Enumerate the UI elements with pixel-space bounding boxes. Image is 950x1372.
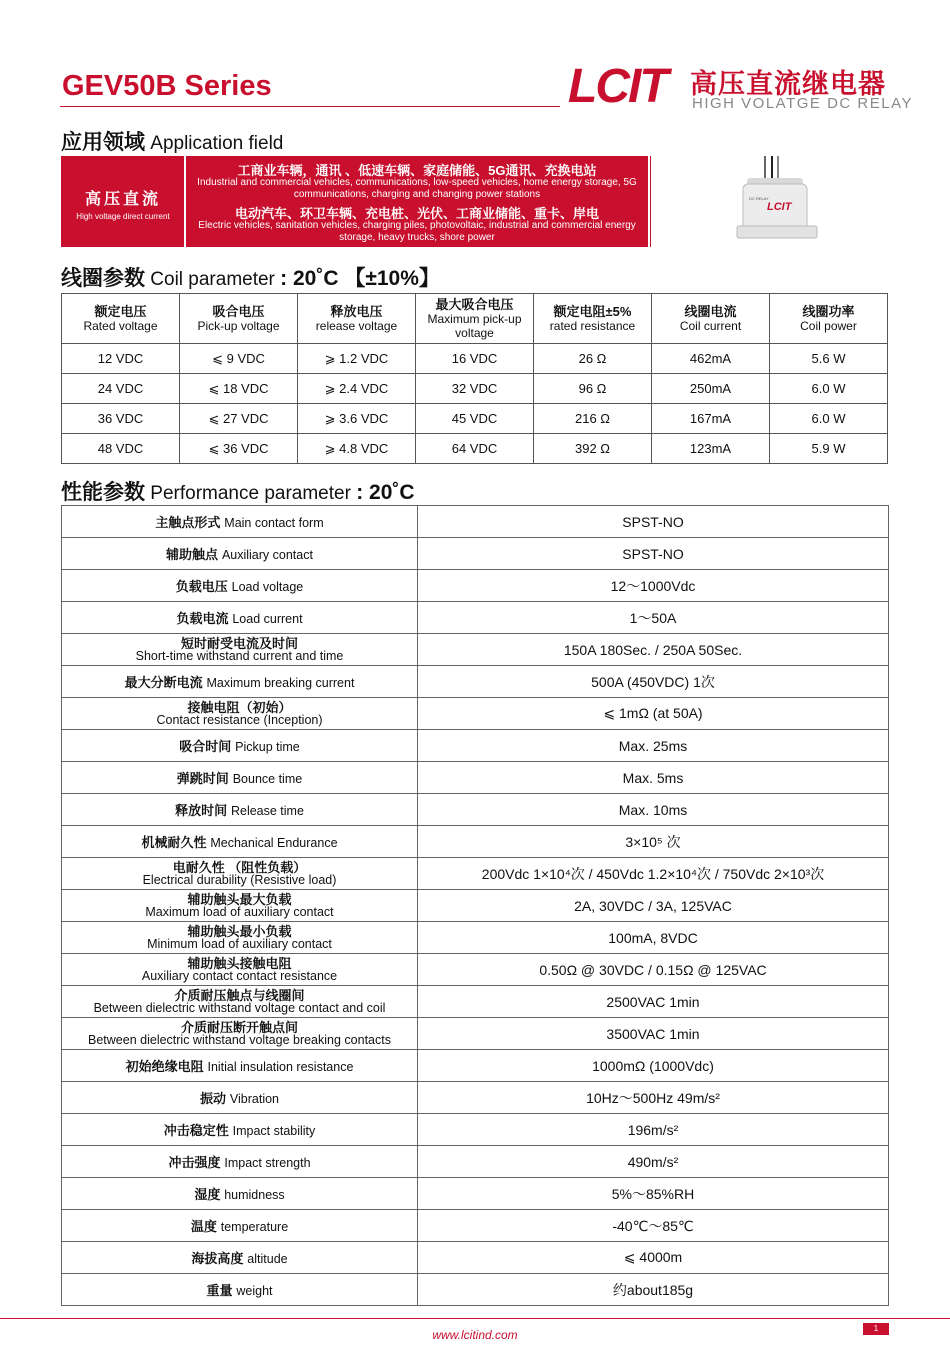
performance-label: [62, 1018, 418, 1050]
performance-row: [62, 1242, 889, 1274]
performance-value: 150A 180Sec. / 250A 50Sec.: [418, 634, 889, 666]
performance-value: 2500VAC 1min: [418, 986, 889, 1018]
performance-label-cn: 辅助触头最小负载: [187, 923, 292, 939]
performance-heading-en: Performance parameter: [150, 483, 351, 504]
performance-label-en: Auxiliary contact contact resistance: [141, 968, 338, 983]
performance-label-en: Maximum breaking current: [206, 676, 355, 690]
coil-cell: 26 Ω: [534, 344, 652, 374]
performance-label-en: Pickup time: [235, 740, 300, 754]
coil-cell: 32 VDC: [416, 374, 534, 404]
performance-label: [62, 954, 418, 986]
application-heading: [61, 126, 283, 156]
performance-label-cn: 吸合时间: [179, 739, 232, 754]
coil-header-row: [62, 294, 888, 344]
performance-label-cn: 介质耐压触点与线圈间: [174, 987, 305, 1003]
performance-label-en: Vibration: [229, 1092, 279, 1106]
performance-label-en: Impact strength: [224, 1156, 311, 1170]
performance-label-en: Electrical durability (Resistive load): [142, 872, 337, 887]
performance-label: [62, 538, 418, 570]
coil-cell: 6.0 W: [770, 404, 888, 434]
performance-label: [62, 570, 418, 602]
coil-cell: 5.6 W: [770, 344, 888, 374]
performance-value: 10Hz～500Hz 49m/s²: [418, 1082, 889, 1114]
brand-logo: [566, 60, 686, 108]
performance-label: [62, 826, 418, 858]
application-line2-en: Electric vehicles, sanitation vehicles, charging piles, photovoltaic, industrial and commercial energy storage, heavy trucks, shore power: [198, 220, 636, 243]
coil-cell: ⩽ 27 VDC: [180, 404, 298, 434]
performance-label: [62, 506, 418, 538]
coil-cell: 462mA: [652, 344, 770, 374]
performance-label-cn: 冲击强度: [168, 1155, 221, 1170]
performance-label: [62, 762, 418, 794]
performance-row: [62, 794, 889, 826]
coil-cell: ⩾ 2.4 VDC: [298, 374, 416, 404]
performance-value: 490m/s²: [418, 1146, 889, 1178]
performance-label: [62, 1114, 418, 1146]
coil-cell: ⩽ 18 VDC: [180, 374, 298, 404]
coil-row: [62, 404, 888, 434]
performance-row: [62, 762, 889, 794]
performance-value: 约about185g: [418, 1274, 889, 1306]
performance-value: 500A (450VDC) 1次: [418, 666, 889, 698]
coil-row: [62, 374, 888, 404]
performance-label: [62, 1210, 418, 1242]
performance-label-cn: 重量: [206, 1283, 233, 1298]
application-category-cn: 高压直流: [84, 191, 161, 208]
performance-value: 1～50A: [418, 602, 889, 634]
performance-label: [62, 1050, 418, 1082]
application-band: [61, 156, 888, 247]
performance-label-en: Mechanical Endurance: [210, 836, 338, 850]
performance-label: [62, 890, 418, 922]
performance-label-cn: 冲击稳定性: [163, 1123, 229, 1138]
performance-value: Max. 5ms: [418, 762, 889, 794]
coil-heading-condition: : 20˚C 【±10%】: [280, 267, 440, 290]
brand-logo-text: LCIT: [568, 60, 667, 108]
performance-row: [62, 538, 889, 570]
application-line1-cn: 工商业车辆，通讯 、低速车辆、家庭储能、5G通讯、充换电站: [237, 163, 597, 178]
coil-table: [61, 293, 888, 464]
performance-label-cn: 负载电压: [175, 579, 228, 594]
performance-label: [62, 986, 418, 1018]
coil-col-header: 线圈电流 Coil current: [652, 294, 770, 344]
performance-row: [62, 1114, 889, 1146]
performance-label: [62, 922, 418, 954]
coil-cell: 123mA: [652, 434, 770, 464]
performance-label-en: Maximum load of auxiliary contact: [145, 904, 334, 919]
performance-label-cn: 温度: [190, 1219, 217, 1234]
performance-table: [61, 505, 889, 1306]
performance-label-cn: 负载电流: [176, 611, 229, 626]
performance-label-en: Impact stability: [232, 1124, 316, 1138]
application-category-en: High voltage direct current: [76, 212, 170, 221]
coil-cell: ⩾ 4.8 VDC: [298, 434, 416, 464]
coil-cell: 5.9 W: [770, 434, 888, 464]
performance-label: [62, 1082, 418, 1114]
performance-label-cn: 介质耐压断开触点间: [180, 1019, 298, 1035]
performance-heading-condition: : 20˚C: [356, 481, 415, 504]
performance-value: Max. 25ms: [418, 730, 889, 762]
footer-rule: [0, 1318, 950, 1319]
coil-col-header: 最大吸合电压 Maximum pick-up voltage: [416, 294, 534, 344]
coil-col-header: 额定电阻±5% rated resistance: [534, 294, 652, 344]
performance-heading-cn: 性能参数: [61, 481, 145, 504]
performance-value: 200Vdc 1×10⁴次 / 450Vdc 1.2×10⁴次 / 750Vdc 2×10³次: [418, 858, 889, 890]
performance-value: 100mA, 8VDC: [418, 922, 889, 954]
performance-label-en: Between dielectric withstand voltage contact and coil: [93, 1000, 386, 1015]
coil-col-header: 释放电压 release voltage: [298, 294, 416, 344]
performance-row: [62, 570, 889, 602]
coil-col-header: 额定电压 Rated voltage: [62, 294, 180, 344]
coil-heading-cn: 线圈参数: [61, 267, 145, 290]
performance-label-en: weight: [236, 1284, 273, 1298]
coil-row: [62, 434, 888, 464]
performance-row: [62, 858, 889, 890]
coil-cell: 48 VDC: [62, 434, 180, 464]
performance-label-cn: 初始绝缘电阻: [125, 1059, 204, 1074]
performance-row: [62, 1082, 889, 1114]
application-divider: [648, 156, 650, 247]
performance-label-en: Load current: [232, 612, 303, 626]
performance-value: ⩽ 1mΩ (at 50A): [418, 698, 889, 730]
relay-product-image: [651, 156, 888, 247]
performance-row: [62, 1050, 889, 1082]
performance-value: 1000mΩ (1000Vdc): [418, 1050, 889, 1082]
performance-value: 2A, 30VDC / 3A, 125VAC: [418, 890, 889, 922]
coil-cell: 12 VDC: [62, 344, 180, 374]
footer-url: www.lcitind.com: [432, 1328, 518, 1342]
coil-heading-en: Coil parameter: [150, 269, 275, 290]
svg-text:LCIT: LCIT: [767, 201, 792, 213]
performance-value: 12～1000Vdc: [418, 570, 889, 602]
performance-label: [62, 634, 418, 666]
performance-label-en: Bounce time: [232, 772, 303, 786]
performance-value: Max. 10ms: [418, 794, 889, 826]
application-line1-en: Industrial and commercial vehicles, communications, low-speed vehicles, home energy storage, 5G communications, charging and changing power stations: [197, 177, 637, 200]
performance-label-en: altitude: [247, 1252, 288, 1266]
performance-label-cn: 释放时间: [175, 803, 228, 818]
performance-label: [62, 666, 418, 698]
coil-cell: 45 VDC: [416, 404, 534, 434]
coil-cell: 6.0 W: [770, 374, 888, 404]
performance-label-cn: 海拔高度: [191, 1251, 244, 1266]
performance-row: [62, 698, 889, 730]
coil-cell: 24 VDC: [62, 374, 180, 404]
performance-label: [62, 1274, 418, 1306]
coil-cell: 250mA: [652, 374, 770, 404]
coil-cell: ⩽ 36 VDC: [180, 434, 298, 464]
header-rule: [60, 106, 560, 107]
performance-label-en: Initial insulation resistance: [207, 1060, 354, 1074]
performance-label-cn: 辅助触头接触电阻: [187, 955, 292, 971]
performance-label-en: Minimum load of auxiliary contact: [147, 936, 332, 951]
coil-cell: 64 VDC: [416, 434, 534, 464]
performance-row: [62, 890, 889, 922]
coil-cell: ⩾ 3.6 VDC: [298, 404, 416, 434]
performance-row: [62, 954, 889, 986]
performance-label-en: Between dielectric withstand voltage breaking contacts: [88, 1032, 391, 1047]
coil-cell: 96 Ω: [534, 374, 652, 404]
performance-label: [62, 794, 418, 826]
performance-label-cn: 振动: [199, 1091, 226, 1106]
performance-label: [62, 1178, 418, 1210]
performance-label-cn: 主触点形式: [155, 515, 221, 530]
coil-cell: ⩽ 9 VDC: [180, 344, 298, 374]
performance-label-cn: 湿度: [194, 1187, 221, 1202]
performance-value: SPST-NO: [418, 538, 889, 570]
application-line2-cn: 电动汽车、环卫车辆、充电桩、光伏、工商业储能、重卡、岸电: [234, 206, 599, 221]
performance-value: -40℃～85℃: [418, 1210, 889, 1242]
performance-row: [62, 1274, 889, 1306]
application-heading-en: Application field: [150, 133, 284, 154]
coil-col-header: 线圈功率 Coil power: [770, 294, 888, 344]
performance-label-cn: 机械耐久性: [141, 835, 207, 850]
performance-label-en: Main contact form: [224, 516, 324, 530]
application-heading-cn: 应用领域: [61, 131, 145, 154]
performance-label-en: Short-time withstand current and time: [135, 648, 344, 663]
coil-cell: 216 Ω: [534, 404, 652, 434]
coil-cell: 167mA: [652, 404, 770, 434]
performance-row: [62, 1210, 889, 1242]
performance-value: 196m/s²: [418, 1114, 889, 1146]
performance-label-en: humidness: [224, 1188, 285, 1202]
svg-text:DC RELAY: DC RELAY: [749, 196, 769, 201]
performance-row: [62, 1146, 889, 1178]
page-number: 1: [863, 1323, 889, 1335]
performance-row: [62, 634, 889, 666]
brand-name-cn: 高压直流继电器: [690, 69, 886, 99]
performance-label: [62, 858, 418, 890]
performance-label: [62, 1146, 418, 1178]
performance-value: 0.50Ω @ 30VDC / 0.15Ω @ 125VAC: [418, 954, 889, 986]
performance-label-cn: 电耐久性 （阻性负载）: [172, 859, 307, 875]
performance-value: ⩽ 4000m: [418, 1242, 889, 1274]
series-title: GEV50B Series: [62, 70, 272, 102]
application-divider: [184, 156, 186, 247]
performance-label-cn: 辅助触点: [166, 547, 219, 562]
performance-label-cn: 接触电阻（初始）: [187, 699, 292, 715]
performance-row: [62, 666, 889, 698]
coil-cell: 392 Ω: [534, 434, 652, 464]
performance-row: [62, 1018, 889, 1050]
coil-cell: 36 VDC: [62, 404, 180, 434]
coil-cell: 16 VDC: [416, 344, 534, 374]
performance-label-cn: 最大分断电流: [124, 675, 203, 690]
performance-row: [62, 730, 889, 762]
performance-value: 3500VAC 1min: [418, 1018, 889, 1050]
performance-value: 3×10⁵ 次: [418, 826, 889, 858]
performance-label-cn: 短时耐受电流及时间: [180, 635, 298, 651]
performance-label: [62, 698, 418, 730]
performance-label-en: Auxiliary contact: [221, 548, 313, 562]
performance-label: [62, 602, 418, 634]
performance-row: [62, 506, 889, 538]
performance-value: SPST-NO: [418, 506, 889, 538]
performance-label-en: Load voltage: [231, 580, 304, 594]
performance-row: [62, 602, 889, 634]
performance-label-en: Contact resistance (Inception): [156, 712, 323, 727]
performance-label-en: temperature: [220, 1220, 289, 1234]
performance-row: [62, 986, 889, 1018]
performance-label-en: Release time: [230, 804, 304, 818]
performance-value: 5%～85%RH: [418, 1178, 889, 1210]
performance-label-cn: 辅助触头最大负载: [187, 891, 292, 907]
brand-name-en: HIGH VOLATGE DC RELAY: [692, 95, 913, 112]
coil-heading: [61, 262, 440, 292]
performance-label-cn: 弹跳时间: [176, 771, 229, 786]
performance-heading: [61, 476, 415, 506]
coil-row: [62, 344, 888, 374]
performance-row: [62, 922, 889, 954]
performance-row: [62, 1178, 889, 1210]
performance-row: [62, 826, 889, 858]
coil-col-header: 吸合电压 Pick-up voltage: [180, 294, 298, 344]
performance-label: [62, 1242, 418, 1274]
coil-cell: ⩾ 1.2 VDC: [298, 344, 416, 374]
performance-label: [62, 730, 418, 762]
